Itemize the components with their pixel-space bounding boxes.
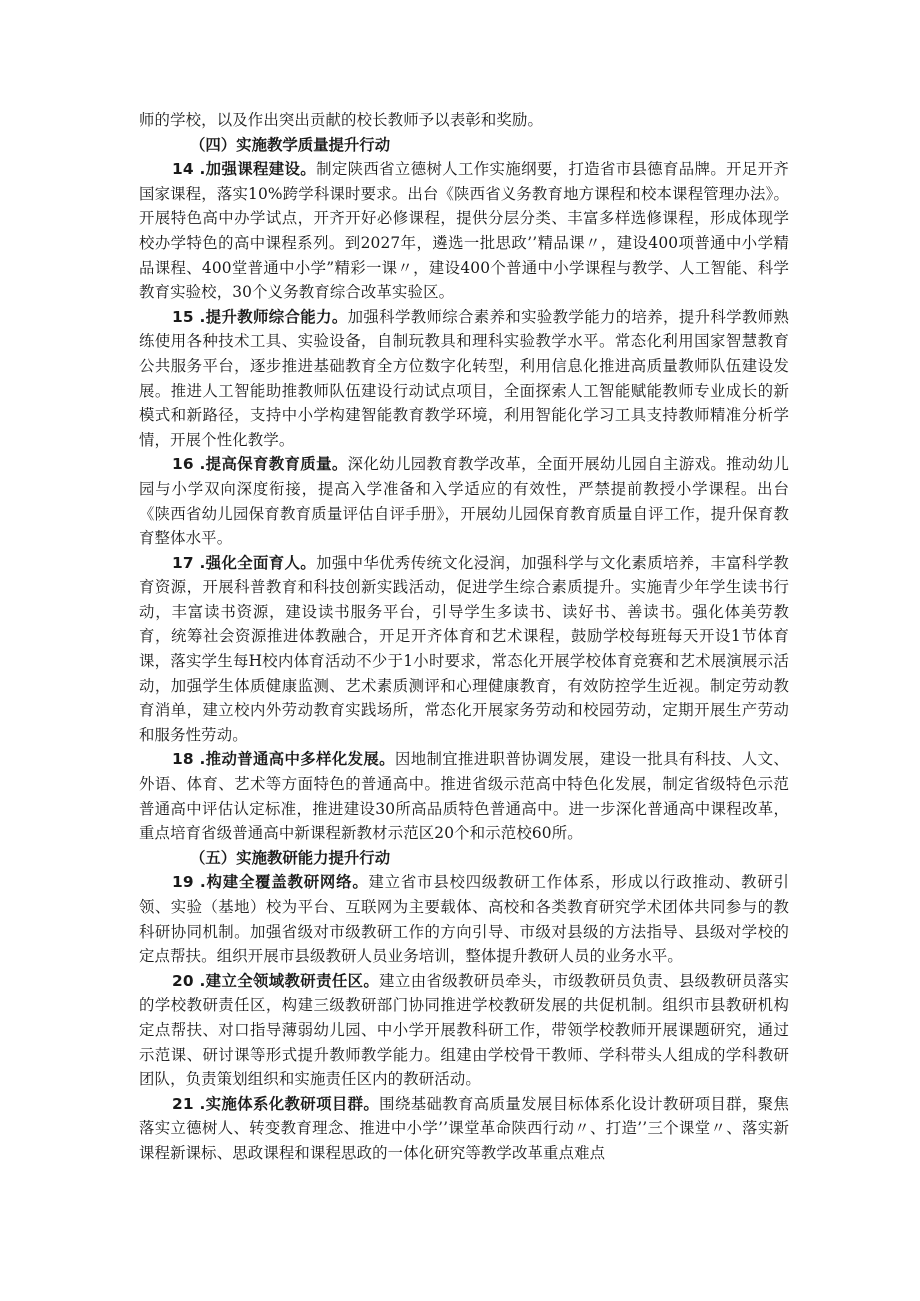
paragraph-20 [139, 969, 789, 1092]
item-body: 加强中华优秀传统文化浸润，加强科学与文化素质培养，丰富科学教育资源，开展科普教育和科技创新实践活动，促进学生综合素质提升。实施青少年学生读书行动，丰富读书资源，建设读书服务平台，引导学生多读书、读好书、善读书。强化体美劳教育，统筹社会资源推进体教融合，开足开齐体育和艺术课程，鼓励学校每班每天开设1节体育课，落实学生每H校内体育活动不少于1小时要求，常态化开展学校体育竞赛和艺术展演展示活动，加强学生体质健康监测、艺术素质测评和心理健康教育，有效防控学生近视。制定劳动教育消单，建立校内外劳动教育实践场所，常态化开展家务劳动和校园劳动，定期开展生产劳动和服务性劳动。 [139, 553, 789, 744]
item-heading: 实施体系化教研项目群。 [205, 1094, 380, 1113]
paragraph-19 [139, 870, 789, 968]
item-heading: 加强课程建设。 [205, 160, 317, 179]
item-number: 19 . [172, 873, 206, 892]
item-number: 14 . [172, 160, 206, 179]
item-body: 因地制宜推进职普协调发展，建设一批具有科技、人文、外语、体育、艺术等方面特色的普通高中。推进省级示范高中特色化发展，制定省级特色示范普通高中评估认定标准，推进建设30所高品质特色普通高中。进一步深化普通高中课程改革，重点培育省级普通高中新课程新教材示范区20个和示范校60所。 [139, 750, 789, 843]
item-number: 20 . [172, 971, 206, 990]
paragraph-14 [139, 157, 789, 305]
item-number: 21 . [172, 1094, 206, 1113]
paragraph-18 [139, 747, 789, 845]
item-number: 15 . [172, 307, 206, 326]
opening-line: 师的学校，以及作出突出贡献的校长教师予以表彰和奖励。 [139, 111, 544, 129]
item-number: 18 . [172, 750, 206, 769]
item-body: 加强科学教师综合素养和实验教学能力的培养，提升科学教师熟练使用各种技术工具、实验设备，自制玩教具和理科实验教学水平。常态化利用国家智慧教育公共服务平台，逐步推进基础教育全方位数字化转型，利用信息化推进高质量教师队伍建设发展。推进人工智能助推教师队伍建设行动试点项目，全面探索人工智能赋能教师专业成长的新模式和新路径，支持中小学构建智能教育教学环境，利用智能化学习工具支持教师精准分析学情，开展个性化教学。 [139, 307, 789, 449]
item-body: 建立省市县校四级教研工作体系，形成以行政推动、教研引领、实验（基地）校为平台、互联网为主要载体、高校和各类教育研究学术团体共同参与的教科研协同机制。加强省级对市级教研工作的方向引导、市级对县级的方法指导、县级对学校的定点帮扶。组织开展市县级教研人员业务培训，整体提升教研人员的业务水平。 [139, 873, 789, 966]
paragraph-16 [139, 452, 789, 550]
paragraph-17 [139, 551, 789, 748]
item-heading: 提高保育教育质量。 [205, 455, 348, 474]
item-body: 制定陕西省立德树人工作实施纲要，打造省市县德育品牌。开足开齐国家课程，落实10%跨学科课时要求。出台《陕西省义务教育地方课程和校本课程管理办法》。开展特色高中办学试点，开齐开好必修课程，提供分层分类、丰富多样选修课程，形成体现学校办学特色的高中课程系列。到2027年，遴选一批思政’’精品课〃，建设400项普通中小学精品课程、400堂普通中小学”精彩一课〃，建设400个普通中小学课程与教学、人工智能、科学教育实验校，30个义务教育综合改革实验区。 [139, 160, 789, 302]
section-heading-4: （四）实施教学质量提升行动 [190, 135, 391, 154]
paragraph-21 [139, 1092, 789, 1166]
item-heading: 构建全覆盖教研网络。 [205, 873, 369, 892]
item-body: 建立由省级教研员牵头，市级教研员负责、县级教研员落实的学校教研责任区，构建三级教研部门协同推进学校教研发展的共促机制。组织市县教研机构定点帮扶、对口指导薄弱幼儿园、中小学开展教科研工作，带领学校教师开展课题研究，通过示范课、研讨课等形式提升教师教学能力。组建由学校骨干教师、学科带头人组成的学科教研团队，负责策划组织和实施责任区内的教研活动。 [139, 971, 789, 1089]
item-body: 围绕基础教育高质量发展目标体系化设计教研项目群，聚焦落实立德树人、转变教育理念、推进中小学’’课堂革命陕西行动〃、打造’’三个课堂〃、落实新课程新课标、思政课程和课程思政的一体化研究等教学改革重点难点 [139, 1094, 789, 1162]
item-heading: 建立全领域教研责任区。 [205, 971, 380, 990]
item-heading: 提升教师综合能力。 [205, 307, 348, 326]
item-body: 深化幼儿园教育教学改革，全面开展幼儿园自主游戏。推动幼儿园与小学双向深度衔接，提高入学准备和入学适应的有效性，严禁提前教授小学课程。出台《陕西省幼儿园保育教育质量评估自评手册》，开展幼儿园保育教育质量自评工作，提升保育教育整体水平。 [139, 455, 789, 548]
item-heading: 推动普通高中多样化发展。 [205, 750, 395, 769]
item-number: 17 . [172, 553, 206, 572]
item-number: 16 . [172, 455, 206, 474]
item-heading: 强化全面育人。 [205, 553, 317, 572]
section-heading-5: （五）实施教研能力提升行动 [190, 848, 391, 867]
paragraph-15 [139, 305, 789, 453]
